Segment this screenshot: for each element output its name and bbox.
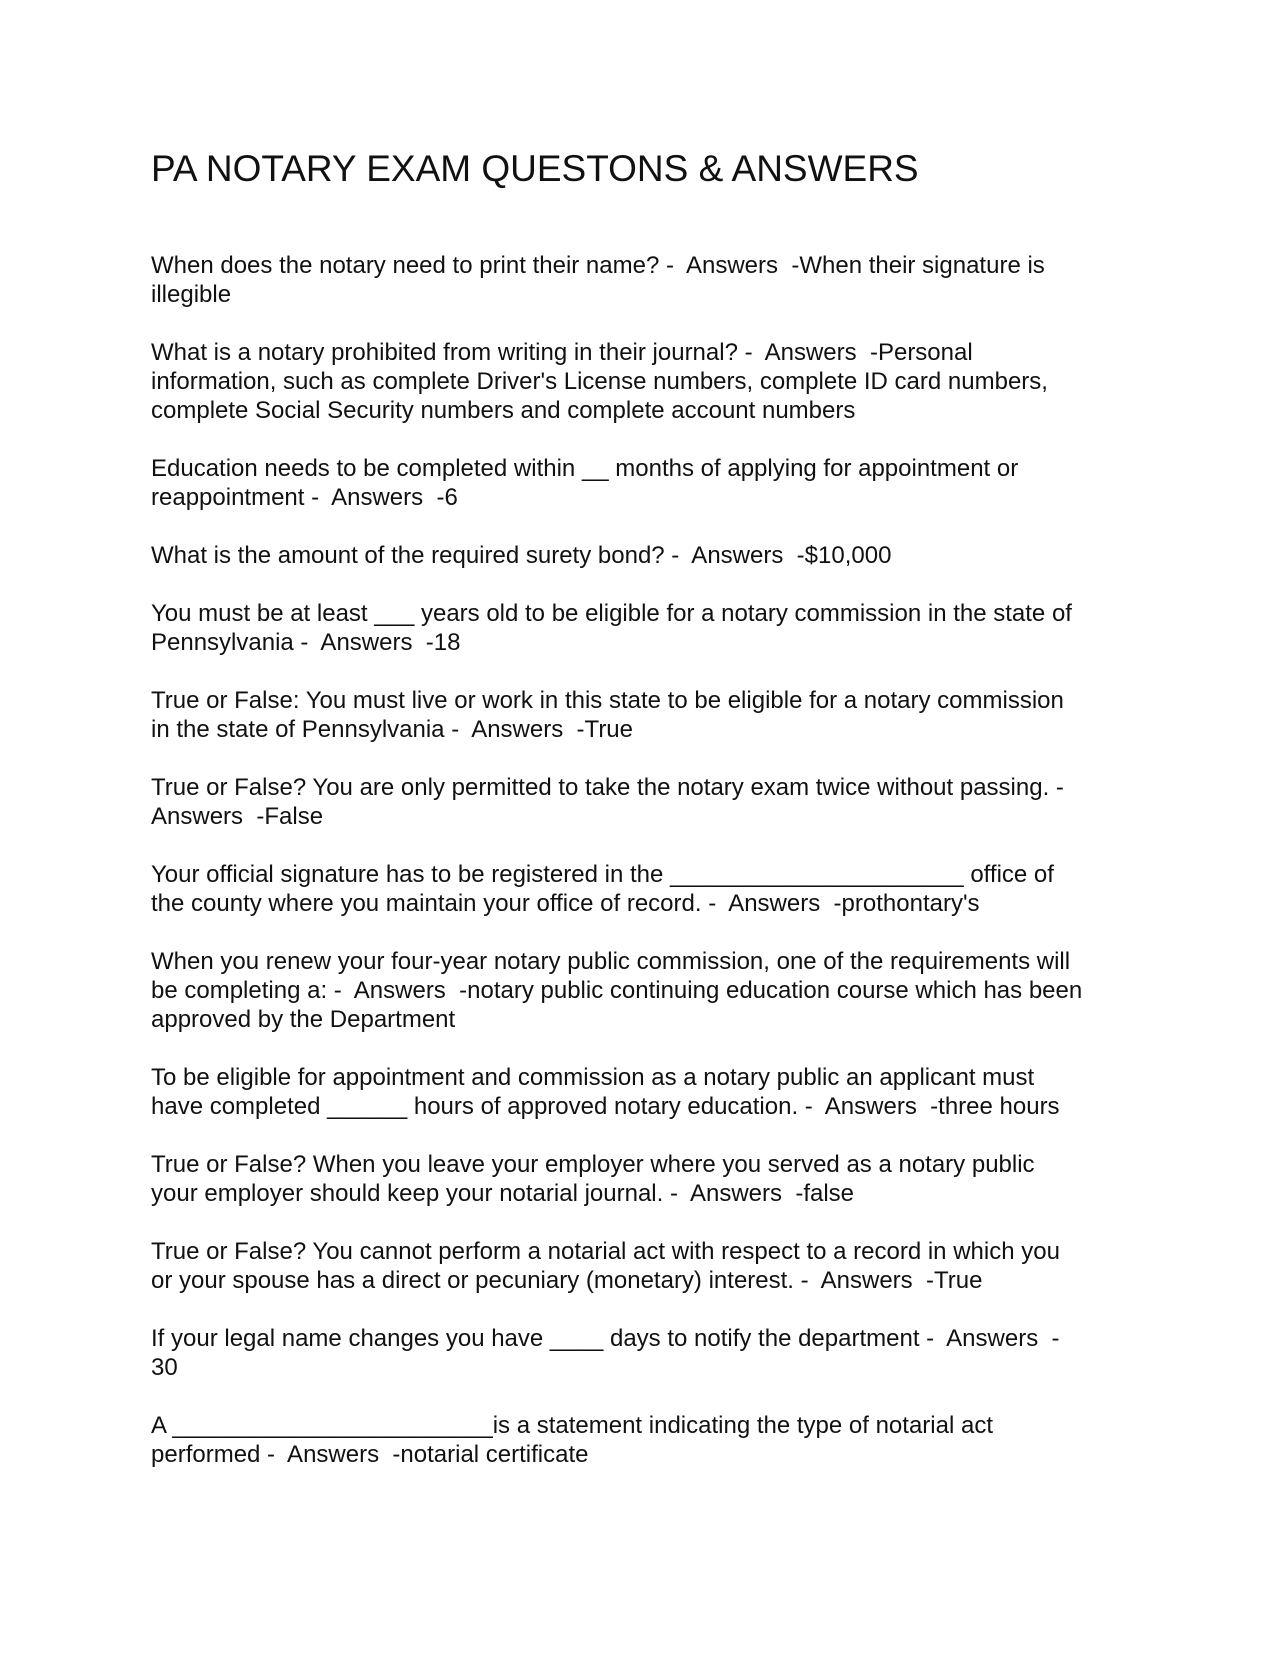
qa-item: If your legal name changes you have ____ days to notify the department - Answers - 30 xyxy=(151,1324,1060,1381)
document-page xyxy=(151,148,1136,1498)
qa-item: True or False? You are only permitted to take the notary exam twice without passing. - Answers -False xyxy=(151,773,1064,830)
qa-item: True or False? You cannot perform a notarial act with respect to a record in which you or your spouse has a direct or pecuniary (monetary) interest. - Answers -True xyxy=(151,1237,1060,1294)
qa-item: To be eligible for appointment and commission as a notary public an applicant must have completed ______ hours of approved notary education. - Answers -three hours xyxy=(151,1063,1060,1120)
qa-item: True or False? When you leave your employer where you served as a notary public your employer should keep your notarial journal. - Answers -false xyxy=(151,1150,1035,1207)
qa-item: Your official signature has to be registered in the ______________________ office of the county where you maintain your office of record. - Answers -prothontary's xyxy=(151,860,1054,917)
qa-item: True or False: You must live or work in this state to be eligible for a notary commission in the state of Pennsylvania - Answers -True xyxy=(151,686,1064,743)
document-title: PA NOTARY EXAM QUESTONS & ANSWERS xyxy=(151,148,919,189)
qa-item: When you renew your four-year notary public commission, one of the requirements will be completing a: - Answers -notary public continuing education course which has been approved by the Department xyxy=(151,947,1083,1033)
qa-item: When does the notary need to print their name? - Answers -When their signature is illegible xyxy=(151,251,1045,308)
qa-item: A ________________________is a statement indicating the type of notarial act performed - Answers -notarial certificate xyxy=(151,1411,993,1468)
qa-item: What is the amount of the required surety bond? - Answers -$10,000 xyxy=(151,541,892,569)
qa-item: You must be at least ___ years old to be eligible for a notary commission in the state of Pennsylvania - Answers -18 xyxy=(151,599,1072,656)
qa-list xyxy=(151,251,1136,1469)
qa-item: What is a notary prohibited from writing in their journal? - Answers -Personal information, such as complete Driver's License numbers, complete ID card numbers, complete Social Security numbers and complete account numbers xyxy=(151,338,1048,424)
qa-item: Education needs to be completed within __ months of applying for appointment or reappointment - Answers -6 xyxy=(151,454,1019,511)
